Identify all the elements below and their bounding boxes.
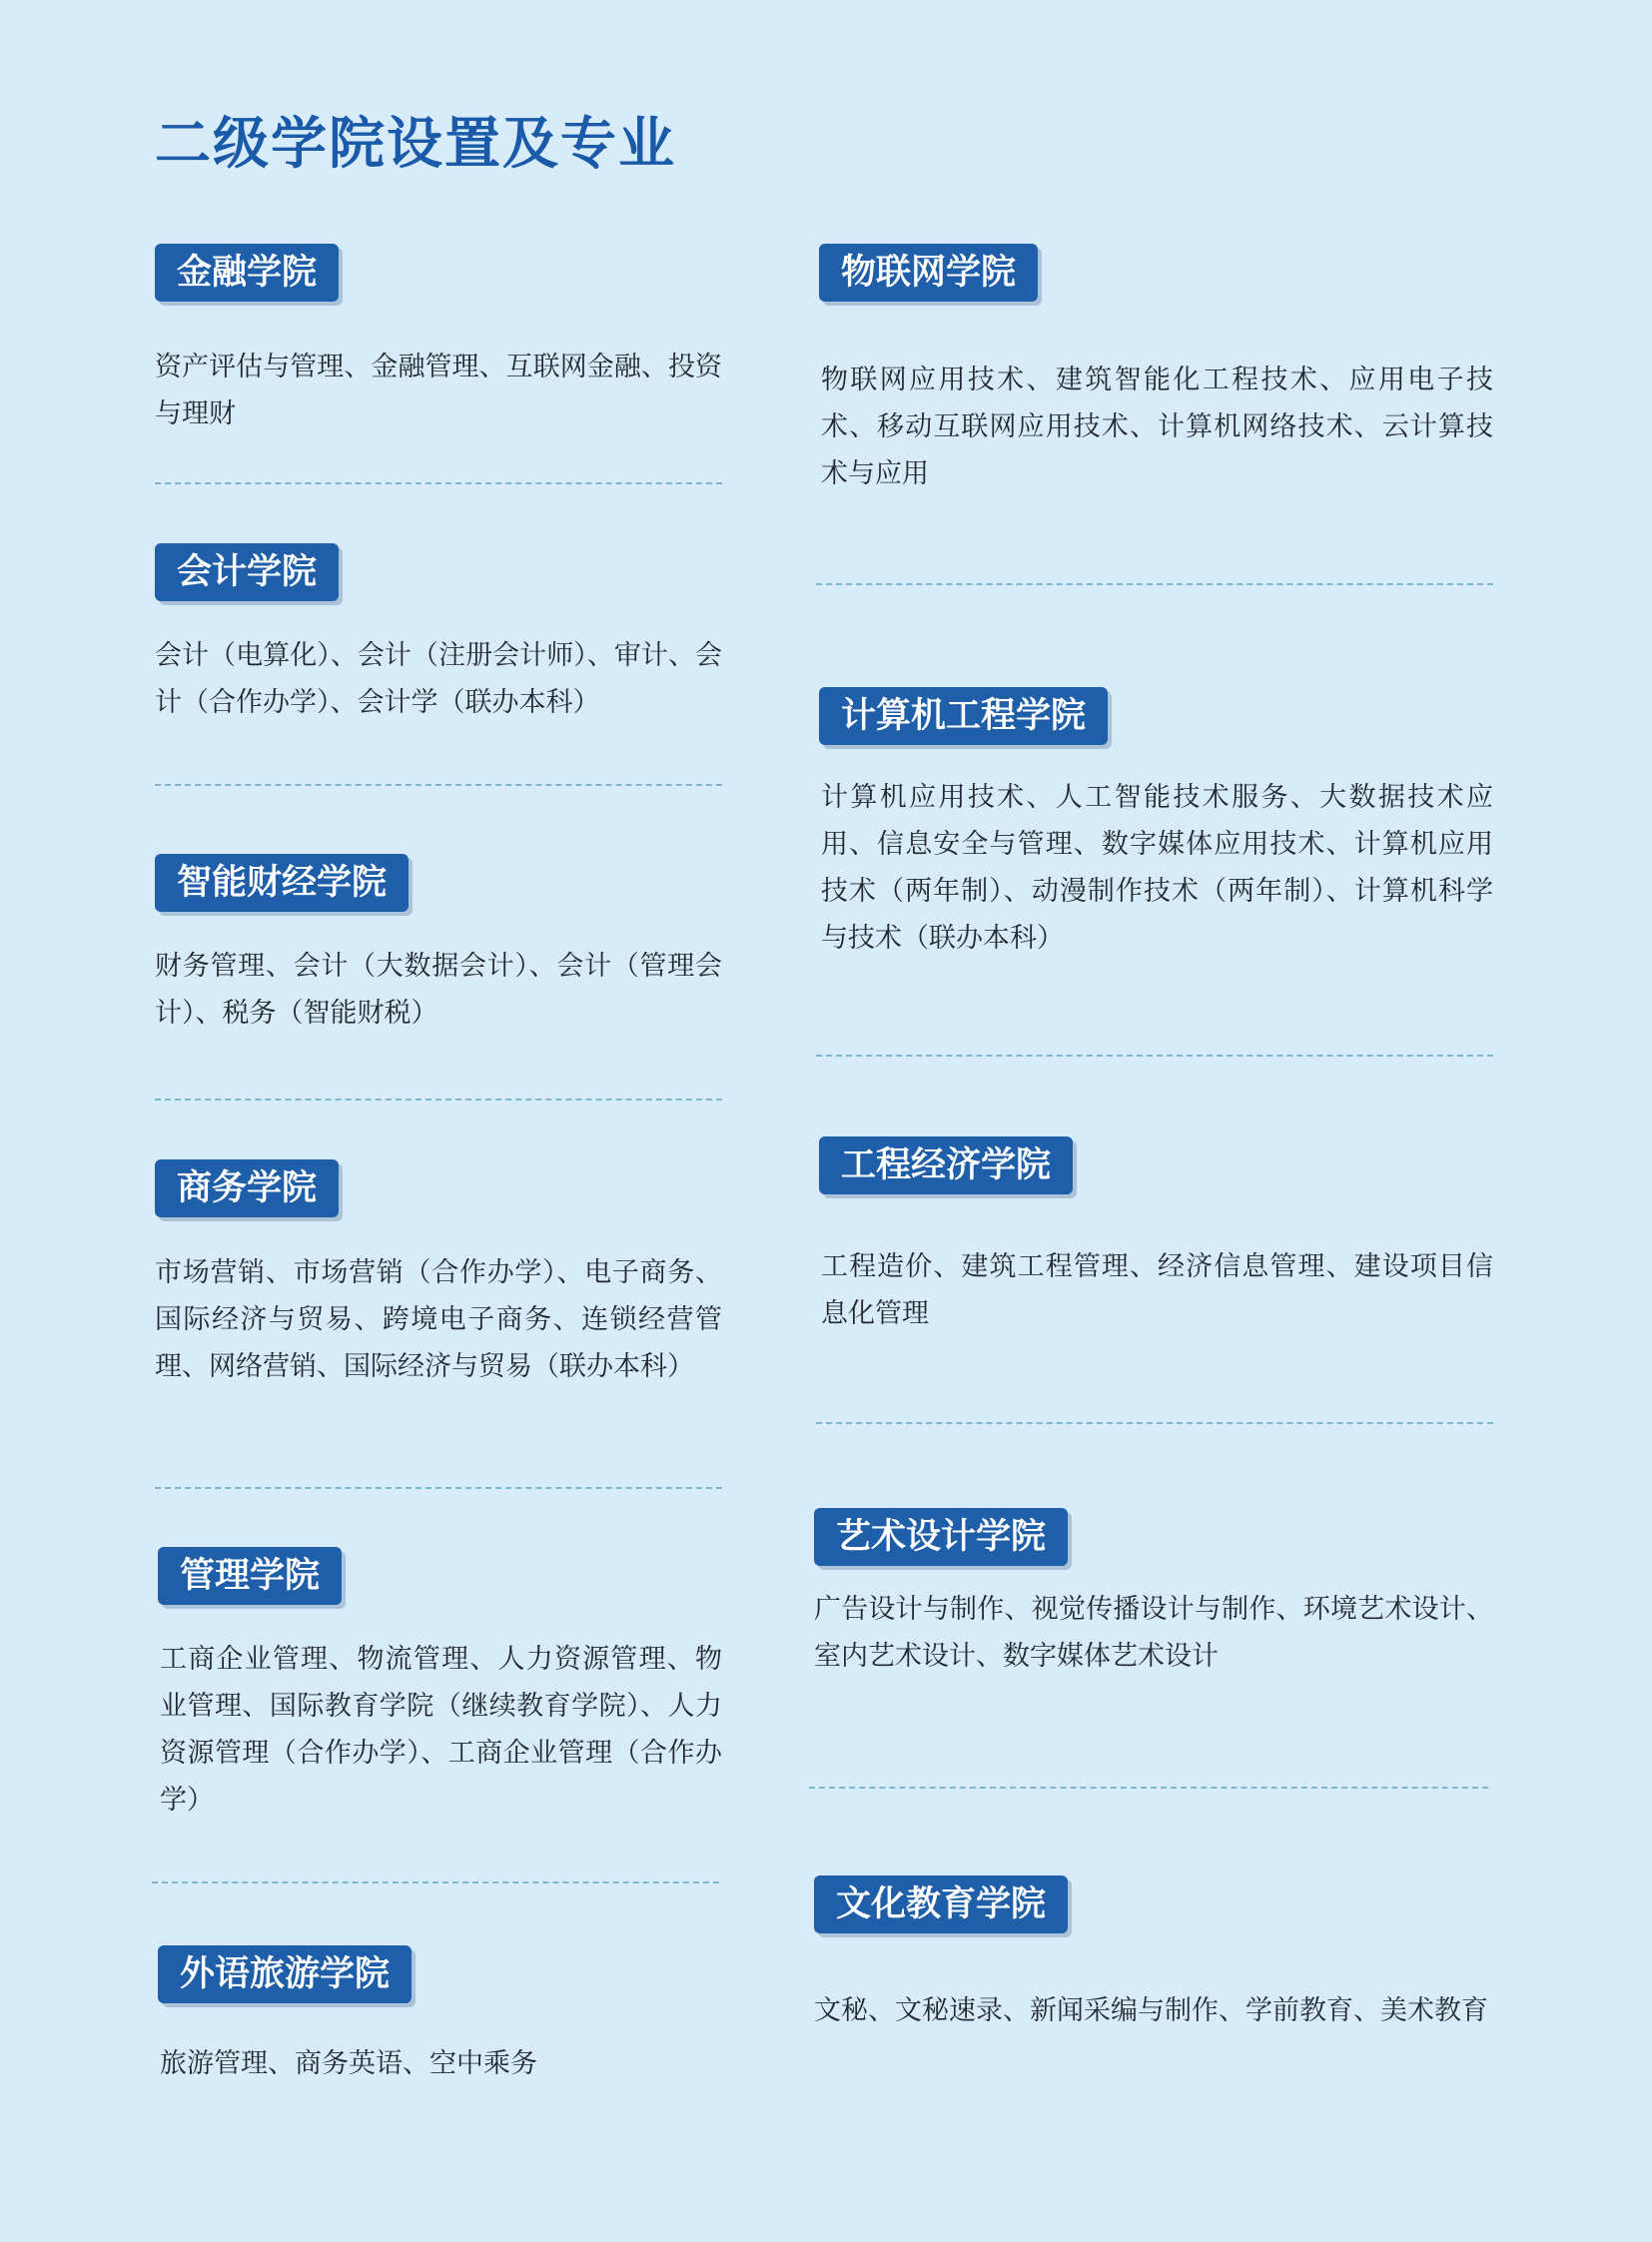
college-name: 计算机工程学院: [819, 687, 1108, 745]
college-badge-smart-finance: [155, 854, 409, 912]
college-badge-foreign-language-tourism: [158, 1945, 412, 2003]
college-majors-computer-engineering: 计算机应用技术、人工智能技术服务、大数据技术应用、信息安全与管理、数字媒体应用技术、计算机应用技术（两年制）、动漫制作技术（两年制）、计算机科学与技术（联办本科）: [821, 782, 1493, 954]
college-majors-accounting: 会计（电算化）、会计（注册会计师）、审计、会计（合作办学）、会计学（联办本科）: [155, 640, 722, 718]
divider: [152, 1881, 719, 1883]
college-name: 会计学院: [155, 543, 339, 601]
divider: [155, 1487, 722, 1489]
college-name: 工程经济学院: [819, 1136, 1073, 1194]
college-majors-art-design: 广告设计与制作、视觉传播设计与制作、环境艺术设计、室内艺术设计、数字媒体艺术设计: [814, 1594, 1493, 1672]
college-name: 管理学院: [158, 1547, 342, 1605]
college-badge-culture-education: [814, 1875, 1068, 1933]
divider: [816, 1055, 1493, 1057]
college-badge-iot: [819, 244, 1038, 302]
college-majors-iot: 物联网应用技术、建筑智能化工程技术、应用电子技术、移动互联网应用技术、计算机网络技术、云计算技术与应用: [821, 365, 1493, 489]
college-name: 智能财经学院: [155, 854, 409, 912]
divider: [155, 1099, 722, 1101]
college-majors-smart-finance: 财务管理、会计（大数据会计）、会计（管理会计）、税务（智能财税）: [155, 951, 722, 1029]
college-majors-foreign-language-tourism: 旅游管理、商务英语、空中乘务: [160, 2048, 537, 2079]
college-name: 外语旅游学院: [158, 1945, 412, 2003]
divider: [816, 1422, 1493, 1424]
college-badge-computer-engineering: [819, 687, 1108, 745]
page-title: 二级学院设置及专业: [155, 112, 676, 177]
college-badge-accounting: [155, 543, 339, 601]
college-name: 文化教育学院: [814, 1875, 1068, 1933]
college-majors-business: 市场营销、市场营销（合作办学）、电子商务、国际经济与贸易、跨境电子商务、连锁经营管理、网络营销、国际经济与贸易（联办本科）: [155, 1257, 722, 1382]
college-name: 艺术设计学院: [814, 1508, 1068, 1566]
college-majors-management: 工商企业管理、物流管理、人力资源管理、物业管理、国际教育学院（继续教育学院）、人力资源管理（合作办学）、工商企业管理（合作办学）: [160, 1644, 722, 1816]
college-majors-engineering-economics: 工程造价、建筑工程管理、经济信息管理、建设项目信息化管理: [821, 1251, 1493, 1329]
college-badge-art-design: [814, 1508, 1068, 1566]
college-badge-business: [155, 1159, 339, 1217]
divider: [809, 1787, 1488, 1789]
college-name: 物联网学院: [819, 244, 1038, 302]
college-badge-engineering-economics: [819, 1136, 1073, 1194]
college-badge-finance: [155, 244, 339, 302]
college-badge-management: [158, 1547, 342, 1605]
divider: [155, 784, 722, 786]
college-majors-finance: 资产评估与管理、金融管理、互联网金融、投资与理财: [155, 352, 722, 429]
college-name: 商务学院: [155, 1159, 339, 1217]
college-majors-culture-education: 文秘、文秘速录、新闻采编与制作、学前教育、美术教育: [814, 1995, 1488, 2026]
divider: [155, 482, 722, 484]
divider: [816, 583, 1493, 585]
college-name: 金融学院: [155, 244, 339, 302]
